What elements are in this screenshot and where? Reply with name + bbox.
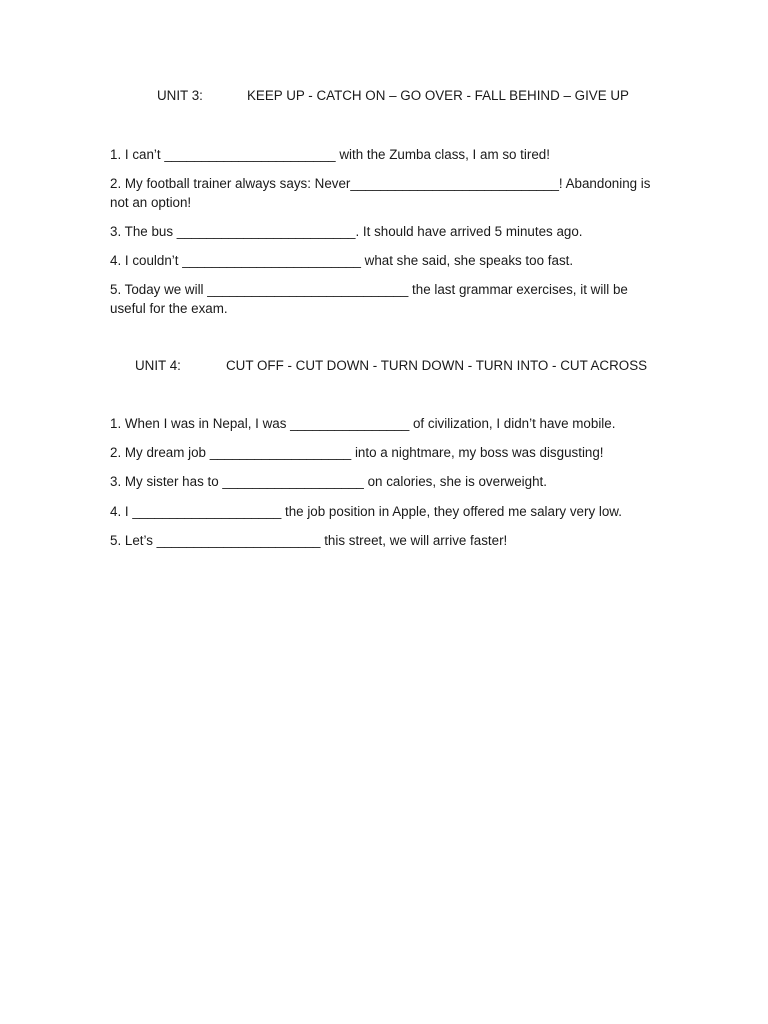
unit3-phrasal-verbs: KEEP UP - CATCH ON – GO OVER - FALL BEHIND – GIVE UP bbox=[247, 88, 629, 103]
unit3-item-1: 1. I can’t _______________________ with the Zumba class, I am so tired! bbox=[110, 147, 550, 162]
unit3-item-2: 2. My football trainer always says: Never____________________________! Abandoning is not an option! bbox=[110, 176, 651, 210]
unit3-item-3: 3. The bus ________________________. It should have arrived 5 minutes ago. bbox=[110, 224, 583, 239]
unit3-item-4: 4. I couldn’t ________________________ what she said, she speaks too fast. bbox=[110, 253, 574, 268]
unit4-item-1: 1. When I was in Nepal, I was ________________ of civilization, I didn’t have mobile. bbox=[110, 416, 616, 431]
unit4-item-2: 2. My dream job ___________________ into a nightmare, my boss was disgusting! bbox=[110, 445, 604, 460]
unit3-label: UNIT 3: bbox=[157, 88, 203, 103]
unit4-label: UNIT 4: bbox=[135, 358, 181, 373]
unit4-item-5: 5. Let’s ______________________ this street, we will arrive faster! bbox=[110, 533, 508, 548]
unit4-item-3: 3. My sister has to ___________________ on calories, she is overweight. bbox=[110, 474, 547, 489]
unit4-item-4: 4. I ____________________ the job position in Apple, they offered me salary very low. bbox=[110, 504, 622, 519]
unit3-item-5: 5. Today we will ___________________________ the last grammar exercises, it will be useful for the exam. bbox=[110, 282, 628, 316]
unit4-phrasal-verbs: CUT OFF - CUT DOWN - TURN DOWN - TURN INTO - CUT ACROSS bbox=[226, 358, 648, 373]
